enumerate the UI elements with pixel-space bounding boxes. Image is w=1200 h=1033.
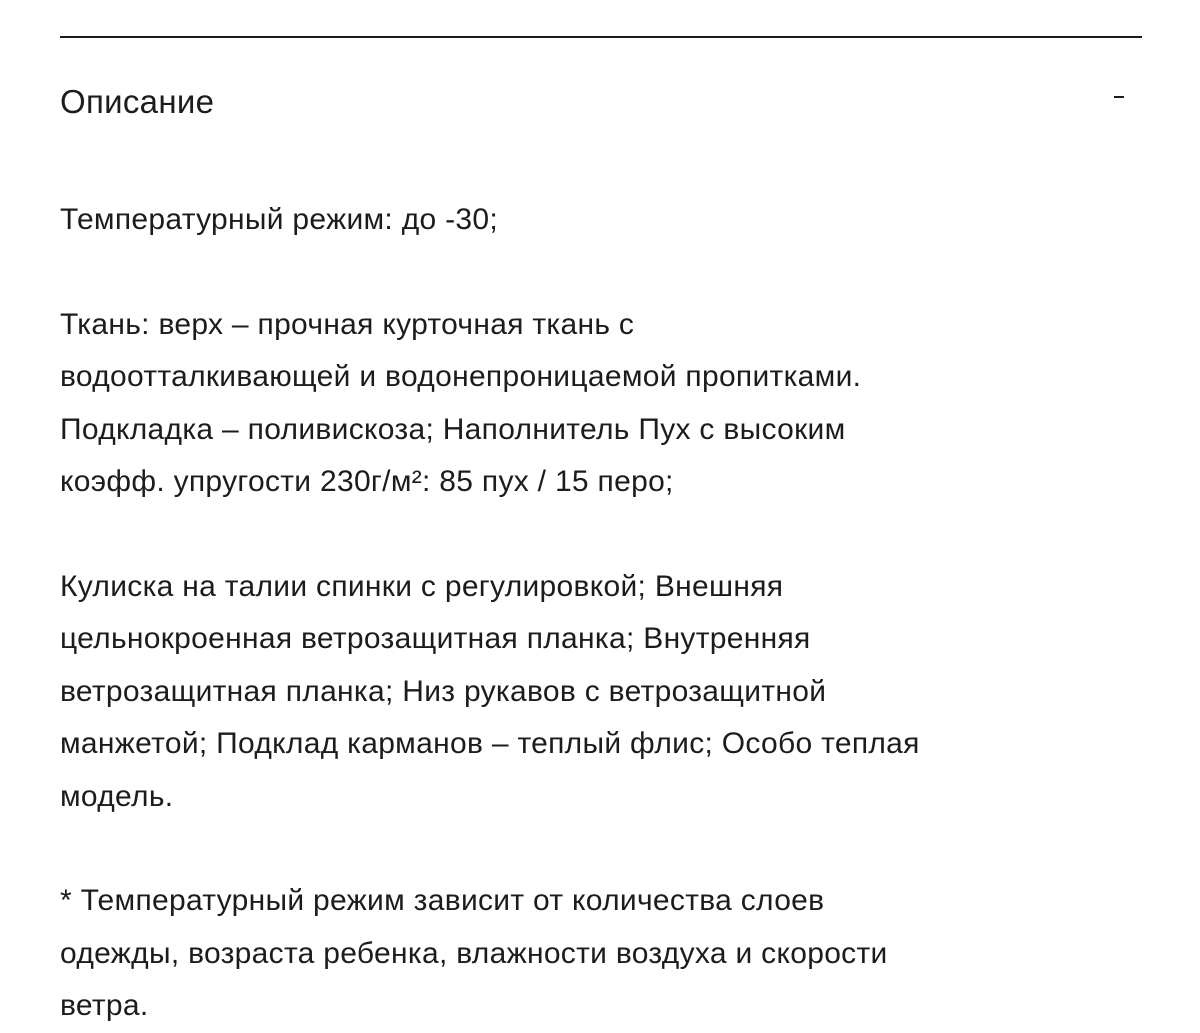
description-accordion xyxy=(60,36,1142,1033)
fabric-paragraph: Ткань: верх – прочная курточная ткань с водоотталкивающей и водонепроницаемой пропитками. Подкладка – поливискоза; Наполнитель Пух с высоким коэфф. упругости 230г/м²: 85 пух / 15 перо; xyxy=(60,307,862,498)
footnote-paragraph: * Температурный режим зависит от количества слоев одежды, возраста ребенка, влажности воздуха и скорости ветра. xyxy=(60,884,888,1022)
temperature-paragraph: Температурный режим: до -30; xyxy=(60,203,499,236)
minus-icon-bar xyxy=(1114,96,1124,98)
minus-icon[interactable] xyxy=(1112,90,1126,104)
features-paragraph: Кулиска на талии спинки с регулировкой; Внешняя цельнокроенная ветрозащитная планка; Внутренняя ветрозащитная планка; Низ рукавов с ветрозащитной манжетой; Подклад карманов – теплый флис; Особо теплая модель. xyxy=(60,569,920,813)
accordion-header[interactable] xyxy=(60,38,1142,162)
accordion-body xyxy=(60,162,1142,1033)
section-title: Описание xyxy=(60,83,215,120)
